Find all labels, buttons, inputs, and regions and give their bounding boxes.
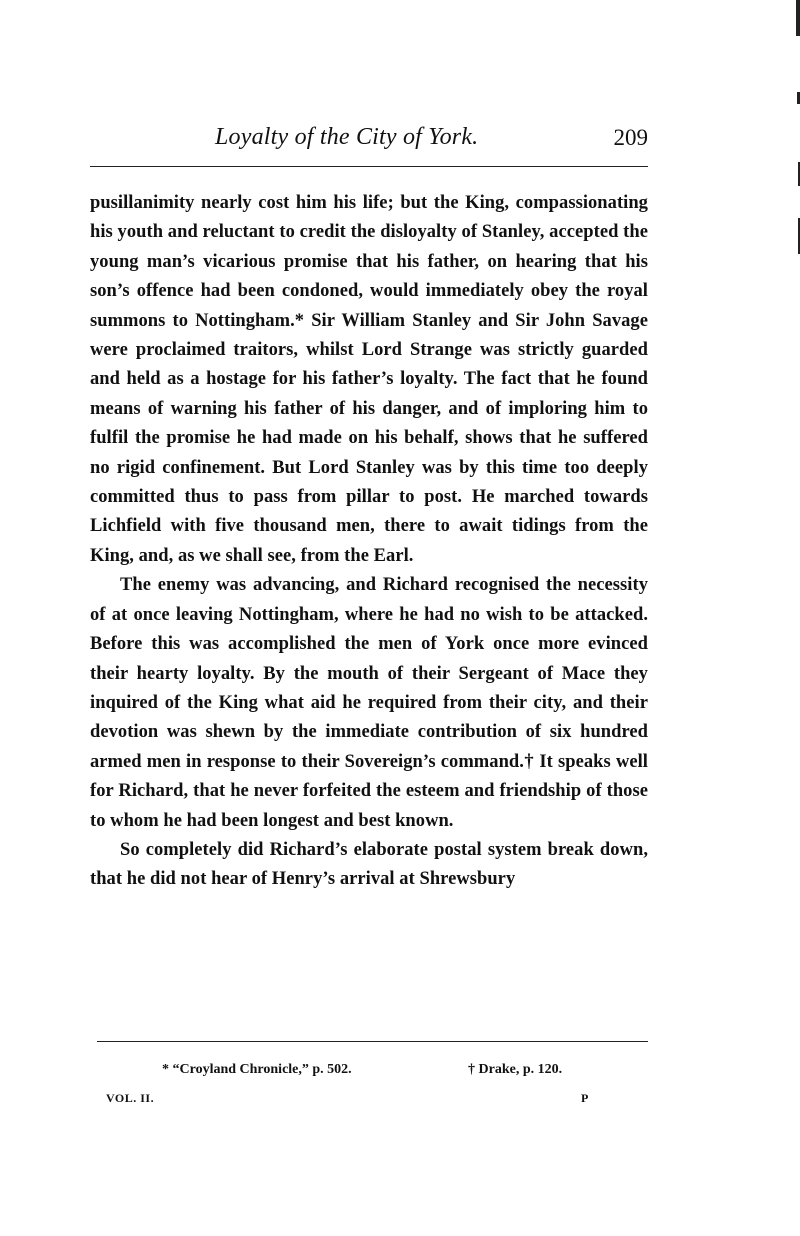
footnote-croyland: * “Croyland Chronicle,” p. 502. <box>162 1062 352 1077</box>
paragraph-1: pusillanimity nearly cost him his life; but the King, compassionating his youth and reluctant to credit the disloyalty of Stanley, accepted the young man’s vicarious promise that his father, on hearing that his son’s offence had been condoned, would immediately obey the royal summons to Nottingham.* Sir William Stanley and Sir John Savage were proclaimed traitors, whilst Lord Strange was strictly guarded and held as a hostage for his father’s loyalty. The fact that he found means of warning his father of his danger, and of imploring him to fulfil the promise he had made on his behalf, shows that he suffered no rigid confinement. But Lord Stanley was by this time too deeply committed thus to pass from pillar to post. He marched towards Lichfield with five thousand men, there to await tidings from the King, and, as we shall see, from the Earl. <box>90 193 648 566</box>
footnotes <box>90 1062 648 1082</box>
signature-letter: P <box>581 1091 589 1105</box>
header-rule <box>90 166 648 167</box>
page-header <box>90 124 648 158</box>
signature-line <box>90 1091 648 1109</box>
footnote-drake: † Drake, p. 120. <box>468 1062 563 1077</box>
running-title: Loyalty of the City of York. <box>215 124 479 150</box>
page-edge-mark <box>796 0 800 36</box>
volume-mark: VOL. II. <box>106 1091 155 1105</box>
footnote-rule <box>97 1041 648 1042</box>
body-text <box>90 189 648 895</box>
paragraph-2: The enemy was advancing, and Richard recognised the necessity of at once leaving Nottingham, where he had no wish to be attacked. Before this was accomplished the men of York once more evinced their hearty loyalty. By the mouth of their Sergeant of Mace they inquired of the King what aid he required from their city, and their devotion was shewn by the immediate contribution of six hundred armed men in response to their Sovereign’s command.† It speaks well for Richard, that he never forfeited the esteem and friendship of those to whom he had been longest and best known. <box>90 575 648 831</box>
paragraph-3: So completely did Richard’s elaborate postal system break down, that he did not hear of Henry’s arrival at Shrewsbury <box>90 839 648 890</box>
page-number: 209 <box>613 125 648 150</box>
